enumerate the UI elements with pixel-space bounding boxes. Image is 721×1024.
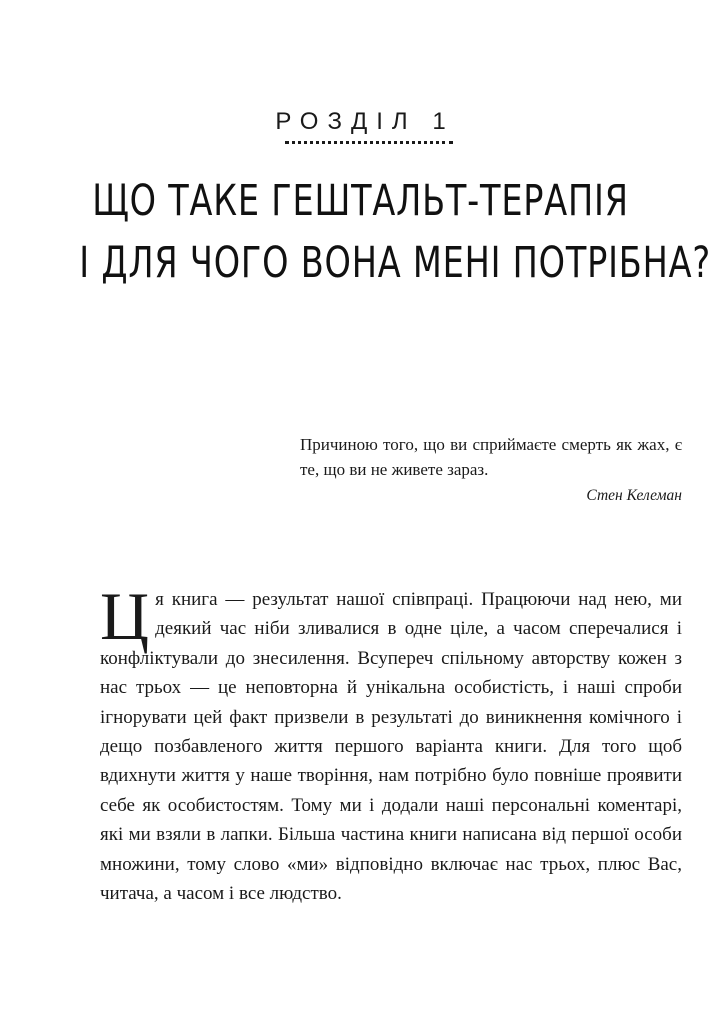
chapter-label — [0, 108, 721, 136]
body-paragraph-text: я книга — результат нашої співпраці. Працюючи над нею, ми деякий час ніби зливалися в одне ціле, а часом сперечалися і конфліктували до знесилення. Всупереч спільному авторству кожен з нас трьох — це неповторна й унікальна особистість, і наші спроби ігнорувати цей факт призвели в результаті до виникнення комічного і дещо позбавленого життя першого варіанта книги. Для того щоб вдихнути життя у наше творіння, нам потрібно було повніше проявити себе як особистостям. Тому ми і додали наші персональні коментарі, які ми взяли в лапки. Більша частина книги написана від першої особи множини, тому слово «ми» відповідно включає нас трьох, плюс Вас, читача, а часом і все людство. — [100, 589, 682, 905]
chapter-title-line-1: ЩО ТАКЕ ГЕШТАЛЬТ-ТЕРАПІЯ — [92, 176, 629, 226]
epigraph-text: Причиною того, що ви сприймаєте смерть як жах, є те, що ви не живете зараз. — [300, 435, 682, 479]
chapter-title-line-2: І ДЛЯ ЧОГО ВОНА МЕНІ ПОТРІБНА? — [79, 238, 711, 288]
drop-cap: Ц — [100, 578, 150, 654]
body-paragraph — [100, 578, 682, 908]
epigraph-author: Стен Келеман — [586, 487, 682, 504]
epigraph — [300, 432, 682, 508]
dotted-divider — [285, 141, 453, 144]
chapter-title — [79, 170, 711, 294]
chapter-label-text: РОЗДІЛ 1 — [275, 108, 455, 135]
